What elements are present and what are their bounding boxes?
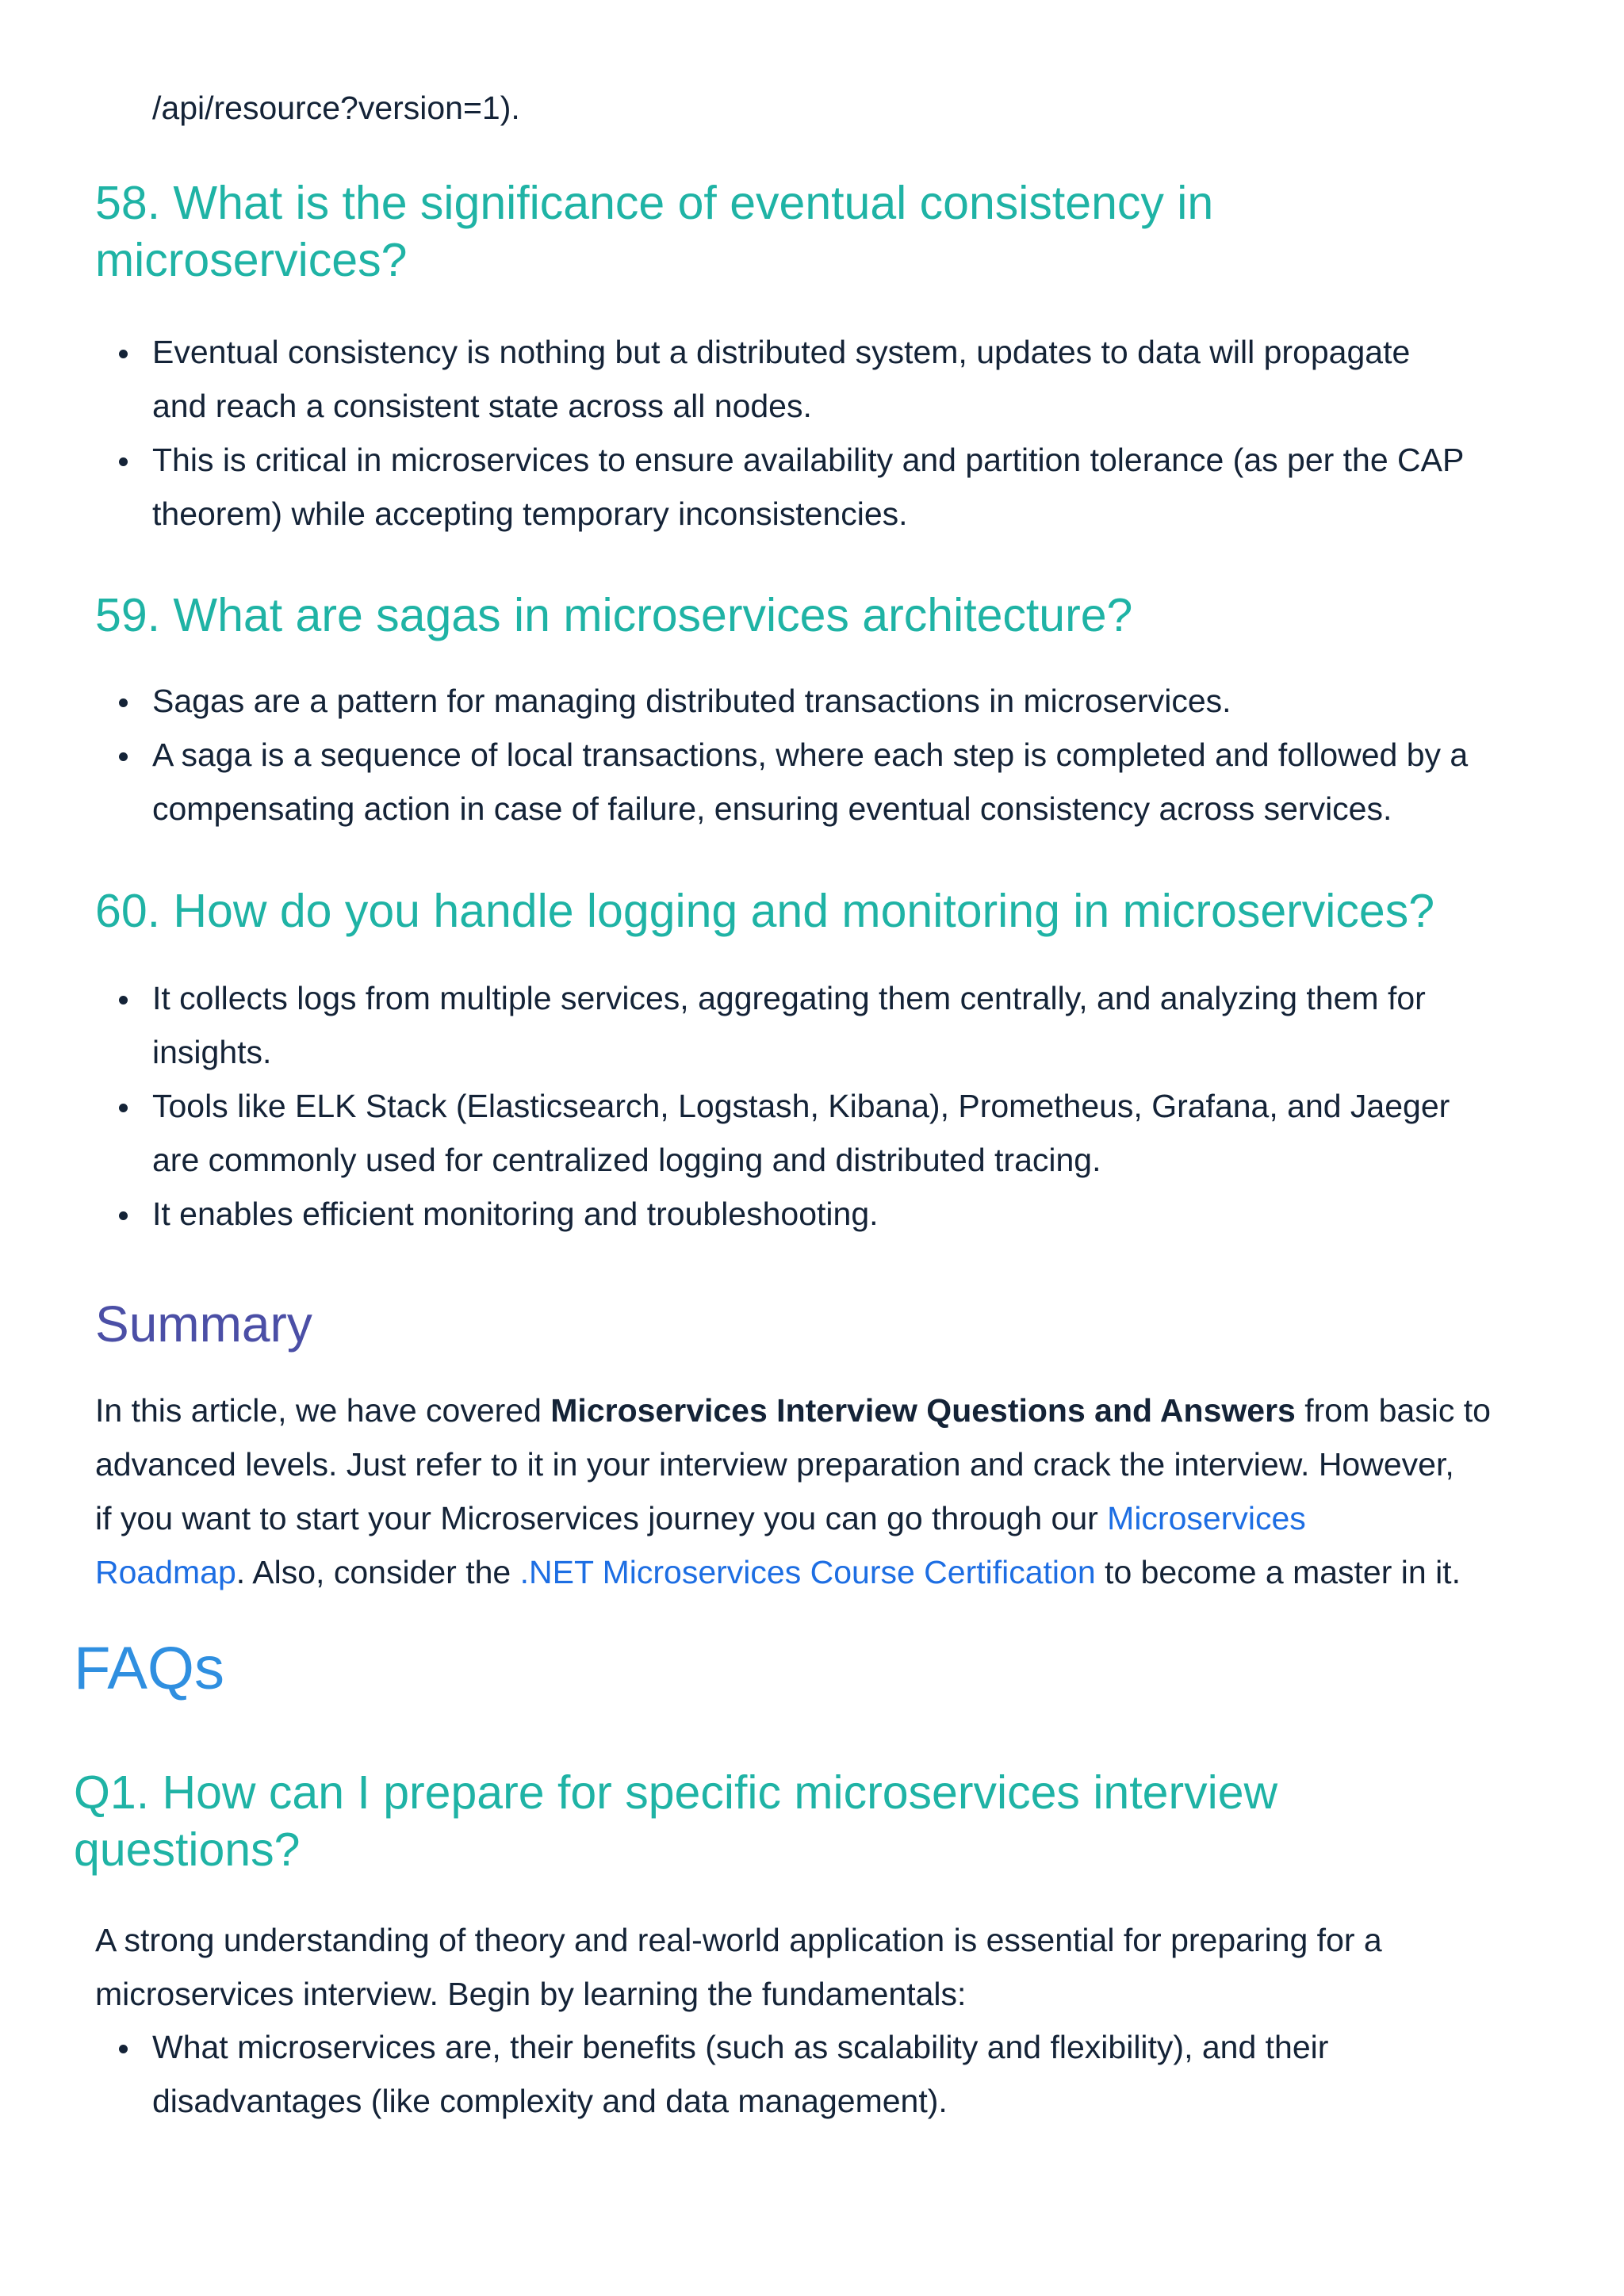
list-item-line: theorem) while accepting temporary inconsistencies.: [152, 496, 908, 532]
list-item: [152, 971, 1595, 1079]
faq-q1-heading-line1: Q1. How can I prepare for specific microservices interview: [74, 1766, 1278, 1819]
q60-bullet-list: [152, 971, 1595, 1241]
list-item-line: Eventual consistency is nothing but a distributed system, updates to data will propagate: [152, 334, 1411, 370]
list-item-line: and reach a consistent state across all nodes.: [152, 388, 812, 424]
list-item: [152, 325, 1595, 433]
list-item-line: compensating action in case of failure, ensuring eventual consistency across services.: [152, 790, 1392, 827]
list-item-line: Tools like ELK Stack (Elasticsearch, Logstash, Kibana), Prometheus, Grafana, and Jaeger: [152, 1088, 1450, 1124]
list-item-line: A saga is a sequence of local transactions, where each step is completed and followed by a: [152, 737, 1469, 773]
faqs-heading: FAQs: [74, 1635, 225, 1702]
faq-q1-text: microservices interview. Begin by learning the fundamentals:: [95, 1976, 967, 2012]
summary-text: to become a master in it.: [1095, 1554, 1461, 1590]
q59-bullet-list: [152, 674, 1595, 836]
list-item-line: It collects logs from multiple services, aggregating them centrally, and analyzing them for: [152, 980, 1426, 1016]
faq-q1-text: A strong understanding of theory and real-world application is essential for preparing for a: [95, 1922, 1382, 1958]
list-item-line: Sagas are a pattern for managing distributed transactions in microservices.: [152, 683, 1231, 719]
list-item: [152, 433, 1595, 541]
list-item: [152, 2020, 1595, 2128]
summary-heading: Summary: [95, 1295, 312, 1353]
summary-text: . Also, consider the: [236, 1554, 520, 1590]
link-text: Microservices: [1107, 1500, 1306, 1536]
list-item-line: This is critical in microservices to ensure availability and partition tolerance (as per the CAP: [152, 442, 1465, 478]
summary-text: if you want to start your Microservices journey you can go through our: [95, 1500, 1108, 1536]
faq-q1-heading-line2: questions?: [74, 1823, 301, 1876]
q58-heading-line1: 58. What is the significance of eventual consistency in: [95, 177, 1214, 229]
faq-q1-paragraph: [95, 1913, 1602, 2021]
faq-q1-bullet-list: [152, 2020, 1595, 2128]
q60-heading: 60. How do you handle logging and monitoring in microservices?: [95, 885, 1435, 937]
list-item-line: What microservices are, their benefits (such as scalability and flexibility), and their: [152, 2029, 1329, 2065]
list-item: [152, 1079, 1595, 1187]
net-microservices-course-link[interactable]: .NET Microservices Course Certification: [519, 1554, 1096, 1590]
summary-bold-text: Microservices Interview Questions and Answers: [550, 1392, 1296, 1429]
list-item: [152, 1187, 1595, 1241]
list-item-line: insights.: [152, 1034, 272, 1070]
link-text: Roadmap: [95, 1554, 236, 1590]
list-item-line: are commonly used for centralized logging and distributed tracing.: [152, 1142, 1101, 1178]
list-item-line: disadvantages (like complexity and data management).: [152, 2083, 948, 2119]
list-item: [152, 728, 1595, 836]
continuation-text: /api/resource?version=1).: [152, 90, 520, 126]
list-item-line: It enables efficient monitoring and troubleshooting.: [152, 1196, 879, 1232]
list-item: [152, 674, 1595, 728]
summary-text: advanced levels. Just refer to it in your interview preparation and crack the interview. However,: [95, 1446, 1454, 1483]
q58-heading: [95, 174, 1213, 289]
q58-heading-line2: microservices?: [95, 234, 408, 286]
summary-text: In this article, we have covered: [95, 1392, 551, 1429]
q58-bullet-list: [152, 325, 1595, 541]
summary-text: from basic to: [1295, 1392, 1491, 1429]
q59-heading: 59. What are sagas in microservices architecture?: [95, 589, 1133, 641]
summary-paragraph: [95, 1383, 1602, 1599]
faq-q1-heading: [74, 1764, 1277, 1878]
